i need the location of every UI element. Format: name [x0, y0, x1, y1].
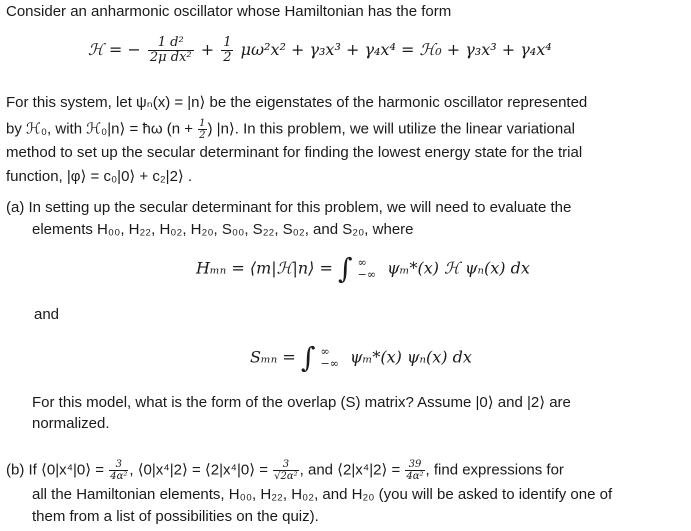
and-label: and: [34, 306, 60, 323]
part-b-frac1-den: 4α²: [110, 471, 128, 482]
h-integral-upper: ∞: [357, 256, 367, 269]
para1-line3: method to set up the secular determinant for finding the lowest energy state for the trial: [6, 144, 583, 161]
part-b-frac2-num: 3: [273, 459, 299, 471]
h-integral-sign: ∫: [337, 252, 353, 285]
para1-line4: function, |φ⟩ = c₀|0⟩ + c₂|2⟩ .: [6, 168, 193, 185]
part-b-frac2-den: √2α²: [274, 471, 298, 482]
part-b-seg3: , and ⟨2|x⁴|2⟩ =: [299, 461, 405, 479]
hamiltonian-lhs: ℋ = −: [88, 40, 141, 59]
hamiltonian-equation: [88, 36, 552, 65]
h-eq-lhs: Hₘₙ = ⟨m|ℋ|n⟩ =: [196, 258, 338, 278]
hamiltonian-plus: +: [200, 40, 215, 59]
part-b-frac1-num: 3: [109, 459, 128, 471]
kinetic-fraction-denominator: 2μ dx²: [149, 50, 192, 65]
s-integral-upper: ∞: [320, 345, 330, 358]
part-a-question-line1: For this model, what is the form of the overlap (S) matrix? Assume |0⟩ and |2⟩ are: [32, 394, 571, 411]
intro-line: Consider an anharmonic oscillator whose Hamiltonian has the form: [6, 3, 452, 20]
part-b-seg4: , find expressions for: [425, 461, 564, 479]
part-b-frac3: [405, 459, 424, 482]
part-b-frac3-den: 4α²: [406, 471, 424, 482]
s-matrix-element-equation: [250, 341, 472, 374]
kinetic-fraction-numerator: 1 d²: [148, 36, 194, 51]
s-integral-limits: [321, 346, 339, 370]
s-integral-sign: ∫: [300, 341, 316, 374]
para1-line2: [6, 118, 575, 141]
para1-line2-post: ) |n⟩. In this problem, we will utilize the linear variational: [207, 120, 575, 138]
part-b-line1: [6, 459, 564, 482]
h-integral-limits: [358, 257, 376, 281]
part-a-line2: elements H₀₀, H₂₂, H₀₂, H₂₀, S₀₀, S₂₂, S₀₂, and S₂₀, where: [32, 221, 414, 238]
part-b-line3: them from a list of possibilities on the quiz).: [32, 508, 319, 525]
para1-half-fraction: [198, 118, 206, 141]
part-a-line1: (a) In setting up the secular determinant for this problem, we will need to evaluate the: [6, 199, 572, 216]
half-fraction-numerator: 1: [223, 35, 232, 50]
part-b-frac1: [109, 459, 128, 482]
s-eq-integrand: ψₘ*(x) ψₙ(x) dx: [350, 347, 472, 367]
hamiltonian-rest: μω²x² + γ₃x³ + γ₄x⁴ = ℋ₀ + γ₃x³ + γ₄x⁴: [240, 40, 552, 59]
part-b-line2: all the Hamiltonian elements, H₀₀, H₂₂, H₀₂, and H₂₀ (you will be asked to identify one of: [32, 486, 613, 503]
para1-line1: For this system, let ψₙ(x) = |n⟩ be the eigenstates of the harmonic oscillator represented: [6, 94, 588, 111]
h-integral-lower: −∞: [357, 268, 377, 281]
para1-line2-pre: by ℋ₀, with ℋ₀|n⟩ = ħω (n +: [6, 120, 198, 138]
para1-half-num: 1: [199, 118, 206, 129]
part-b-frac2: [273, 459, 299, 482]
part-b-frac3-num: 39: [405, 459, 424, 471]
h-eq-integrand: ψₘ*(x) ℋ ψₙ(x) dx: [387, 258, 530, 278]
s-integral-lower: −∞: [320, 357, 339, 370]
half-fraction-denominator: 2: [223, 50, 232, 65]
s-eq-lhs: Sₘₙ =: [250, 347, 301, 367]
part-a-question-line2: normalized.: [32, 415, 110, 432]
part-b-seg1: (b) If ⟨0|x⁴|0⟩ =: [6, 461, 109, 479]
half-fraction: [221, 36, 233, 65]
para1-half-den: 2: [199, 130, 206, 141]
part-b-seg2: , ⟨0|x⁴|2⟩ = ⟨2|x⁴|0⟩ =: [129, 461, 273, 479]
h-matrix-element-equation: [196, 252, 530, 285]
kinetic-fraction: [148, 36, 194, 65]
